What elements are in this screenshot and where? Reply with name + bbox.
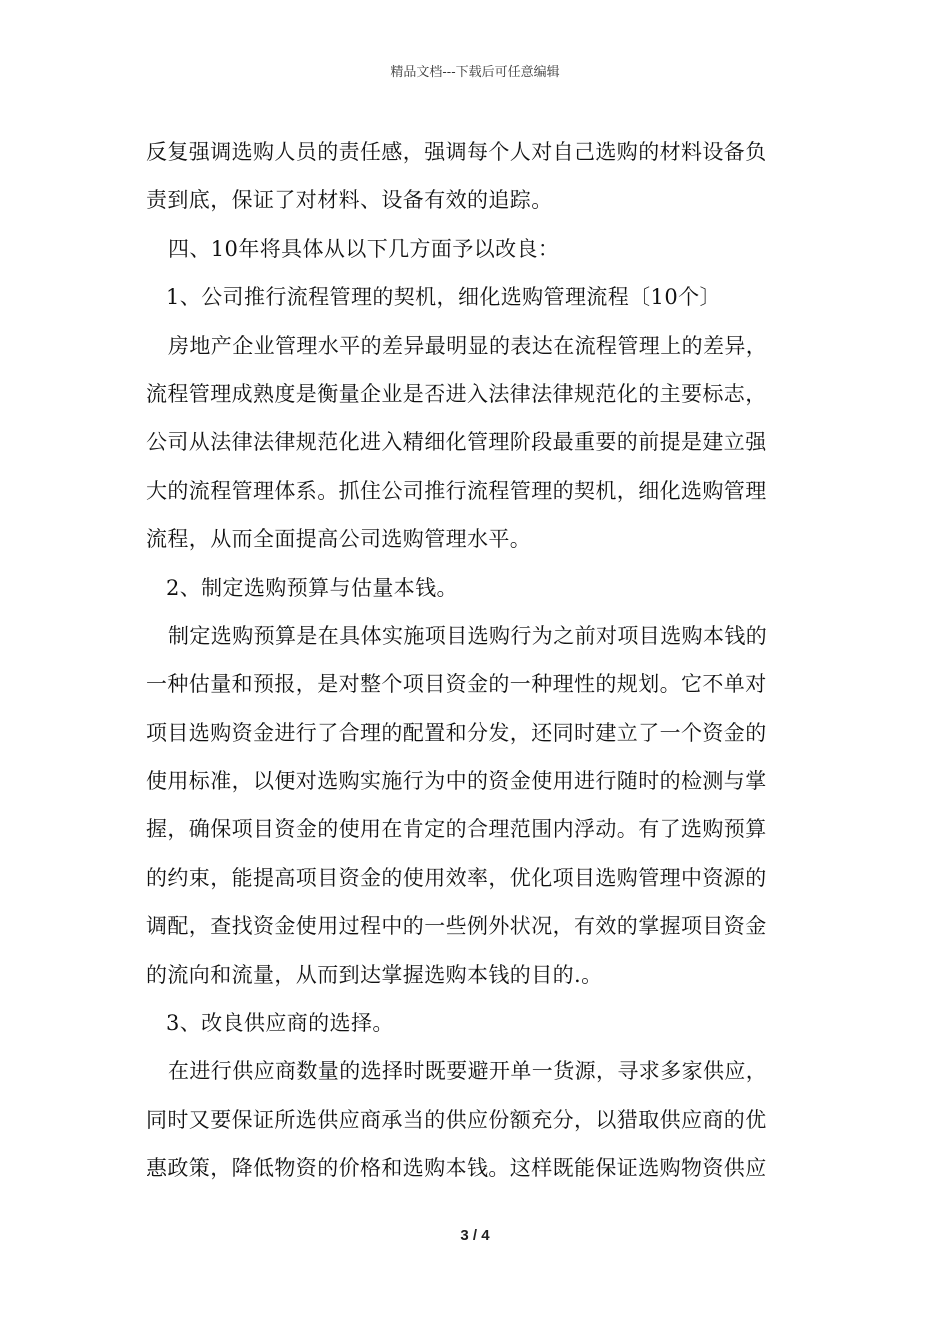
body-line: 房地产企业管理水平的差异最明显的表达在流程管理上的差异，	[168, 333, 768, 358]
body-line: 流程管理成熟度是衡量企业是否进入法律法律规范化的主要标志，	[146, 381, 767, 406]
document-body	[146, 128, 806, 1193]
body-line: 一种估量和预报，是对整个项目资金的一种理性的规划。它不单对	[146, 672, 767, 697]
page-number: 3 / 4	[460, 1227, 490, 1244]
body-line: 握，确保项目资金的使用在肯定的合理范围内浮动。有了选购预算	[146, 817, 767, 842]
page-header: 精品文档---下载后可任意编辑	[390, 65, 560, 80]
body-line: 项目选购资金进行了合理的配置和分发，还同时建立了一个资金的	[146, 720, 767, 745]
body-line: 使用标准，以便对选购实施行为中的资金使用进行随时的检测与掌	[146, 769, 767, 794]
body-line: 的流向和流量，从而到达掌握选购本钱的目的.。	[146, 962, 603, 987]
subsection-heading: 3、改良供应商的选择。	[166, 1011, 394, 1036]
body-line: 责到底，保证了对材料、设备有效的追踪。	[146, 188, 553, 213]
subsection-heading: 2、制定选购预算与估量本钱。	[166, 575, 458, 600]
section-heading: 四、10年将具体从以下几方面予以改良：	[168, 236, 560, 261]
body-line: 在进行供应商数量的选择时既要避开单一货源，寻求多家供应，	[168, 1059, 768, 1084]
body-line: 调配，查找资金使用过程中的一些例外状况，有效的掌握项目资金	[146, 914, 767, 939]
body-line: 流程，从而全面提高公司选购管理水平。	[146, 527, 532, 552]
body-line: 同时又要保证所选供应商承当的供应份额充分，以猎取供应商的优	[146, 1107, 767, 1132]
body-line: 的约束，能提高项目资金的使用效率，优化项目选购管理中资源的	[146, 865, 767, 890]
subsection-heading: 1、公司推行流程管理的契机，细化选购管理流程〔10个〕	[166, 285, 721, 310]
body-line: 公司从法律法律规范化进入精细化管理阶段最重要的前提是建立强	[146, 430, 767, 455]
body-line: 反复强调选购人员的责任感，强调每个人对自己选购的材料设备负	[146, 140, 767, 164]
body-line: 大的流程管理体系。抓住公司推行流程管理的契机，细化选购管理	[146, 478, 767, 503]
body-line: 惠政策，降低物资的价格和选购本钱。这样既能保证选购物资供应	[146, 1156, 767, 1181]
body-line: 制定选购预算是在具体实施项目选购行为之前对项目选购本钱的	[168, 623, 768, 648]
